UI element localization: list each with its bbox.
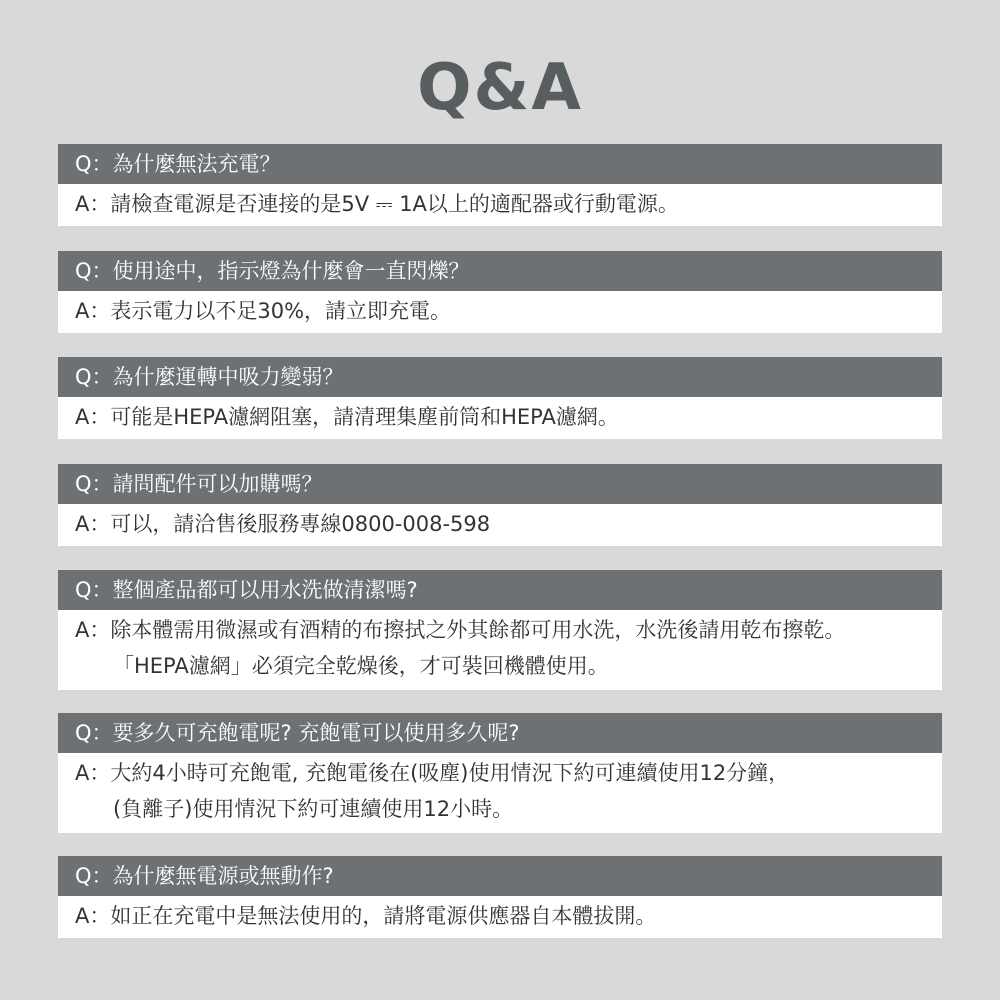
answer-text-continued: 「HEPA濾網」必須完全乾燥後，才可裝回機體使用。 xyxy=(113,654,609,678)
answer-box xyxy=(58,184,942,226)
page-title: Q&A xyxy=(417,51,583,125)
question-bar: Q：為什麼無法充電？ xyxy=(58,144,942,184)
question-bar: Q：整個產品都可以用水洗做清潔嗎? xyxy=(58,570,942,610)
qa-item-charge-time xyxy=(58,713,942,833)
answer-text: A：可能是HEPA濾網阻塞，請清理集塵前筒和HEPA濾網。 xyxy=(75,405,619,429)
answer-text-continued: (負離子)使用情況下約可連續使用12小時。 xyxy=(113,797,514,821)
question-bar: Q：為什麼運轉中吸力變弱？ xyxy=(58,357,942,397)
answer-box xyxy=(58,610,942,690)
answer-text: A：請檢查電源是否連接的是5V ⎓ 1A以上的適配器或行動電源。 xyxy=(75,192,679,216)
qa-item-accessories xyxy=(58,464,942,546)
question-bar: Q：使用途中，指示燈為什麼會一直閃爍？ xyxy=(58,251,942,291)
answer-box xyxy=(58,397,942,439)
question-bar: Q：為什麼無電源或無動作? xyxy=(58,856,942,896)
answer-text: A：大約4小時可充飽電, 充飽電後在(吸塵)使用情況下約可連續使用12分鐘， xyxy=(75,761,790,785)
question-bar: Q：要多久可充飽電呢? 充飽電可以使用多久呢? xyxy=(58,713,942,753)
answer-text: A：如正在充電中是無法使用的，請將電源供應器自本體拔開。 xyxy=(75,904,657,928)
answer-box xyxy=(58,896,942,938)
qa-item-no-power xyxy=(58,856,942,938)
qa-item-indicator xyxy=(58,251,942,333)
answer-box xyxy=(58,753,942,833)
question-bar: Q：請問配件可以加購嗎？ xyxy=(58,464,942,504)
answer-box xyxy=(58,291,942,333)
answer-text: A：除本體需用微濕或有酒精的布擦拭之外其餘都可用水洗，水洗後請用乾布擦乾。 xyxy=(75,618,846,642)
qa-item-washing xyxy=(58,570,942,690)
answer-text: A：表示電力以不足30%，請立即充電。 xyxy=(75,299,452,323)
answer-box xyxy=(58,504,942,546)
qa-item-charging xyxy=(58,144,942,226)
qa-item-suction xyxy=(58,357,942,439)
answer-text: A：可以，請洽售後服務專線0800-008-598 xyxy=(75,512,491,536)
